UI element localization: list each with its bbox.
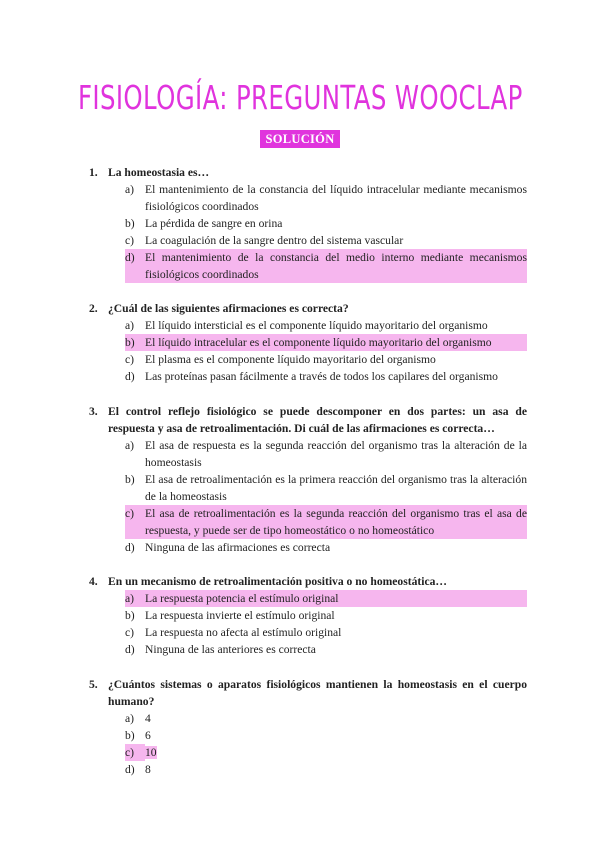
option-text: El líquido intersticial es el componente líquido mayoritario del organismo bbox=[145, 319, 488, 332]
option-text: La respuesta no afecta al estímulo original bbox=[145, 626, 342, 639]
option-letter: a) bbox=[125, 439, 135, 452]
option-text: La pérdida de sangre en orina bbox=[145, 217, 283, 230]
question-4 bbox=[89, 573, 527, 658]
question-header bbox=[89, 403, 527, 437]
solution-badge-row bbox=[0, 130, 600, 148]
option-b bbox=[125, 607, 527, 624]
question-number: 5. bbox=[89, 678, 98, 691]
option-text: 6 bbox=[145, 729, 151, 742]
option-text: El plasma es el componente líquido mayoritario del organismo bbox=[145, 353, 436, 366]
option-d bbox=[125, 641, 527, 658]
option-c bbox=[125, 624, 527, 641]
option-letter: c) bbox=[125, 744, 145, 761]
option-letter: d) bbox=[125, 643, 135, 656]
option-letter: a) bbox=[125, 712, 135, 725]
option-letter: a) bbox=[125, 183, 135, 196]
option-text: La respuesta invierte el estímulo original bbox=[145, 609, 335, 622]
question-text: La homeostasia es… bbox=[108, 166, 210, 179]
question-number: 4. bbox=[89, 575, 98, 588]
option-text: El líquido intracelular es el componente líquido mayoritario del organismo bbox=[145, 336, 492, 349]
option-letter: b) bbox=[125, 729, 135, 742]
question-2 bbox=[89, 300, 527, 385]
option-letter: b) bbox=[125, 473, 135, 486]
option-letter: c) bbox=[125, 626, 135, 639]
question-text: ¿Cuántos sistemas o aparatos fisiológicos mantienen la homeostasis en el cuerpo humano? bbox=[108, 678, 527, 708]
question-number: 3. bbox=[89, 405, 98, 418]
option-text: La respuesta potencia el estímulo original bbox=[145, 592, 339, 605]
option-b bbox=[125, 215, 527, 232]
option-b-correct bbox=[125, 334, 527, 351]
question-header bbox=[89, 300, 527, 317]
option-letter: a) bbox=[125, 319, 135, 332]
option-b bbox=[125, 727, 527, 744]
option-text bbox=[145, 744, 527, 761]
option-c bbox=[125, 232, 527, 249]
option-c-correct bbox=[125, 744, 527, 761]
option-text: El asa de respuesta es la segunda reacción del organismo tras la alteración de la homeostasis bbox=[145, 439, 527, 469]
option-letter: d) bbox=[125, 541, 135, 554]
option-letter: b) bbox=[125, 609, 135, 622]
option-text: El mantenimiento de la constancia del líquido intracelular mediante mecanismos fisiológicos coordinados bbox=[145, 183, 527, 213]
question-3 bbox=[89, 403, 527, 556]
option-letter: c) bbox=[125, 234, 135, 247]
option-d-correct bbox=[125, 249, 527, 283]
option-letter: b) bbox=[125, 334, 145, 351]
option-letter: d) bbox=[125, 370, 135, 383]
option-d bbox=[125, 539, 527, 556]
option-text: La coagulación de la sangre dentro del sistema vascular bbox=[145, 234, 404, 247]
question-header bbox=[89, 573, 527, 590]
option-letter: d) bbox=[125, 763, 135, 776]
option-d bbox=[125, 761, 527, 778]
option-text: El asa de retroalimentación es la segunda reacción del organismo tras el asa de respuesta, y puede ser de tipo homeostático o no homeostático bbox=[145, 507, 527, 537]
option-text: 8 bbox=[145, 763, 151, 776]
question-text: El control reflejo fisiológico se puede descomponer en dos partes: un asa de respuesta y asa de retroalimentación. Di cuál de las afirmaciones es correcta… bbox=[108, 405, 527, 435]
option-text: Ninguna de las afirmaciones es correcta bbox=[145, 541, 331, 554]
option-a bbox=[125, 710, 527, 727]
question-number: 2. bbox=[89, 302, 98, 315]
option-c bbox=[125, 351, 527, 368]
option-d bbox=[125, 368, 527, 385]
option-a bbox=[125, 317, 527, 334]
option-a bbox=[125, 437, 527, 471]
option-letter: c) bbox=[125, 505, 145, 539]
question-1 bbox=[89, 164, 527, 283]
question-text: ¿Cuál de las siguientes afirmaciones es correcta? bbox=[108, 302, 349, 315]
question-header bbox=[89, 676, 527, 710]
question-5 bbox=[89, 676, 527, 778]
option-text-highlight: 10 bbox=[145, 746, 157, 759]
question-text: En un mecanismo de retroalimentación positiva o no homeostática… bbox=[108, 575, 448, 588]
option-b bbox=[125, 471, 527, 505]
option-letter: a) bbox=[125, 590, 145, 607]
option-letter: d) bbox=[125, 249, 145, 283]
option-a-correct bbox=[125, 590, 527, 607]
question-header bbox=[89, 164, 527, 181]
option-a bbox=[125, 181, 527, 215]
option-letter: c) bbox=[125, 353, 135, 366]
question-number: 1. bbox=[89, 166, 98, 179]
option-c-correct bbox=[125, 505, 527, 539]
option-text: El mantenimiento de la constancia del medio interno mediante mecanismos fisiológicos coordinados bbox=[145, 251, 527, 281]
page-title: FISIOLOGÍA: PREGUNTAS WOOCLAP bbox=[78, 78, 523, 117]
option-text: 4 bbox=[145, 712, 151, 725]
option-text: El asa de retroalimentación es la primera reacción del organismo tras la alteración de la homeostasis bbox=[145, 473, 527, 503]
option-letter: b) bbox=[125, 217, 135, 230]
solution-badge: SOLUCIÓN bbox=[260, 130, 339, 148]
option-text: Las proteínas pasan fácilmente a través de todos los capilares del organismo bbox=[145, 370, 498, 383]
option-text: Ninguna de las anteriores es correcta bbox=[145, 643, 316, 656]
